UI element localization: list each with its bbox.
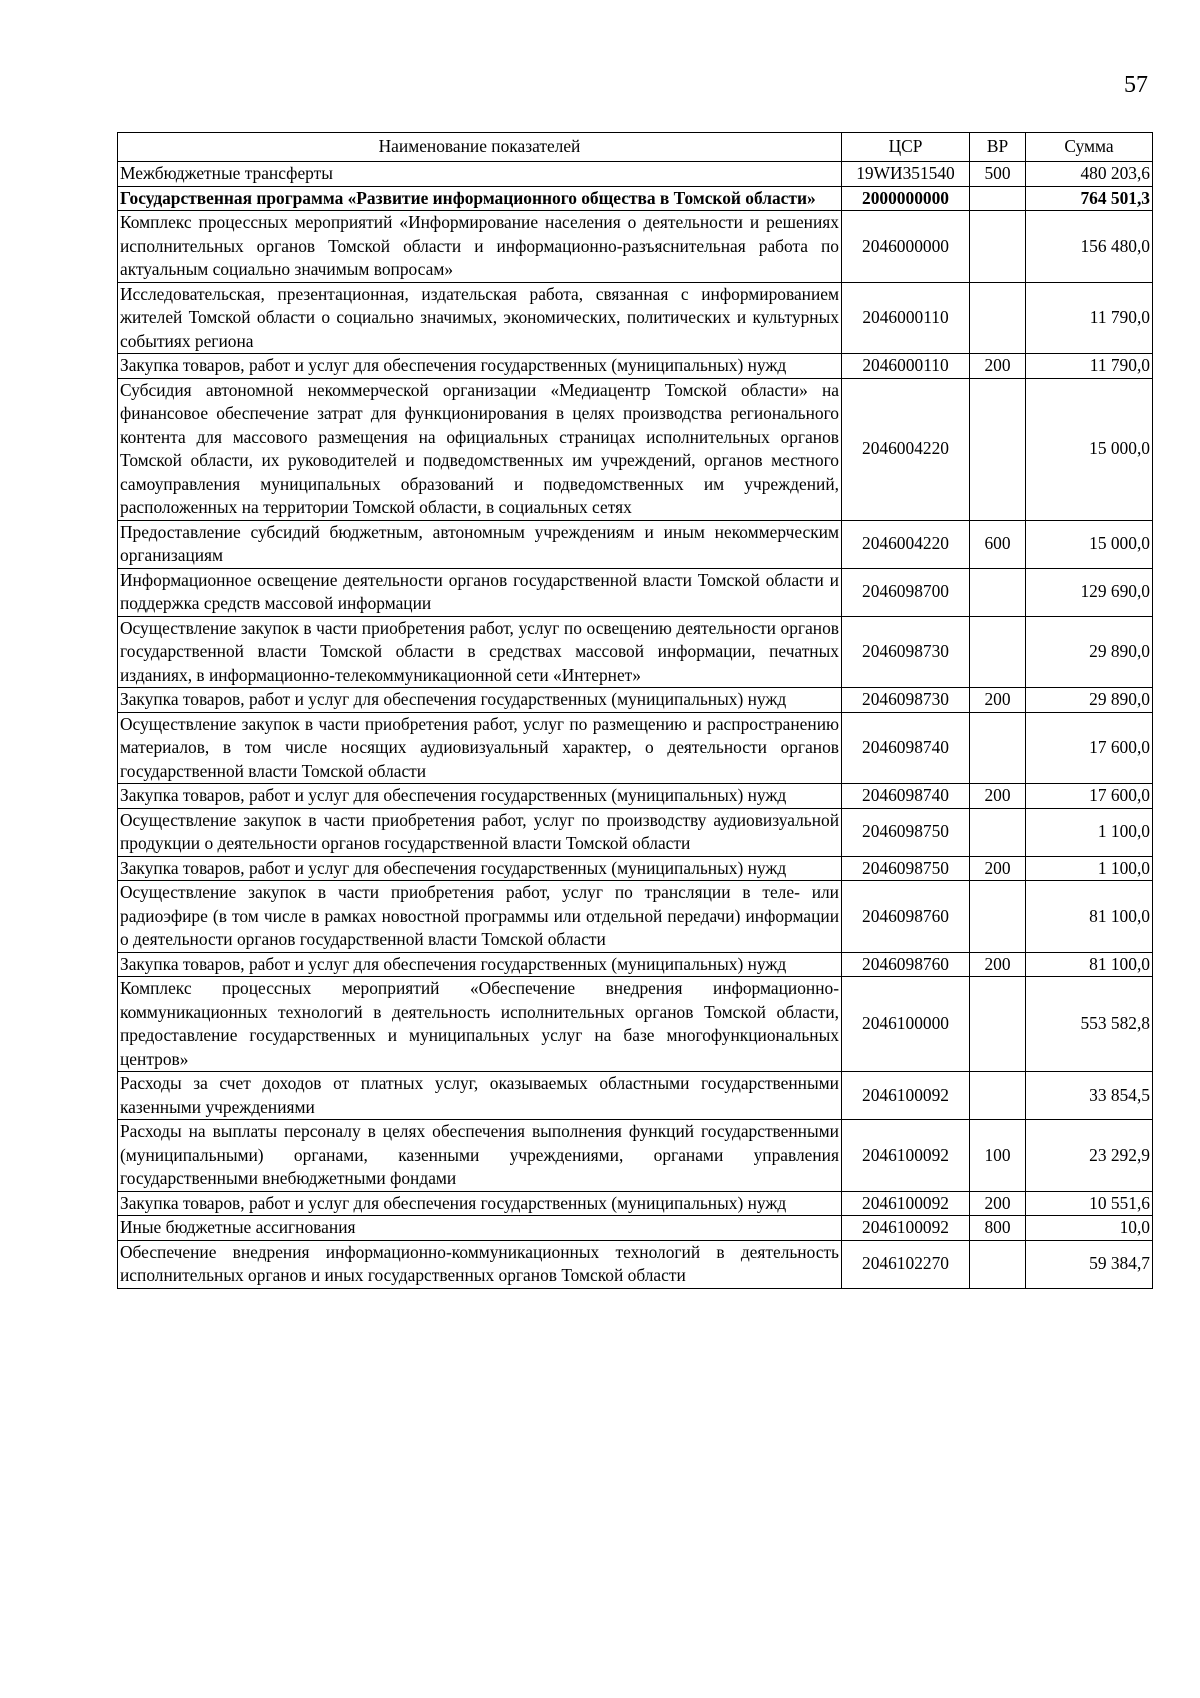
cell-sum: 81 100,0 [1026,881,1153,953]
cell-vr [970,616,1026,688]
budget-table [117,132,1153,1289]
cell-sum: 59 384,7 [1026,1240,1153,1288]
cell-sum: 1 100,0 [1026,856,1153,881]
header-sum: Сумма [1026,133,1153,162]
cell-name: Закупка товаров, работ и услуг для обеспечения государственных (муниципальных) нужд [118,354,842,379]
cell-vr: 600 [970,520,1026,568]
cell-csr: 2046100092 [842,1120,970,1192]
cell-sum: 10 551,6 [1026,1191,1153,1216]
cell-name: Межбюджетные трансферты [118,162,842,187]
cell-vr: 200 [970,354,1026,379]
cell-name: Закупка товаров, работ и услуг для обеспечения государственных (муниципальных) нужд [118,784,842,809]
table-row [118,1216,1153,1241]
cell-csr: 2046098730 [842,688,970,713]
cell-name: Исследовательская, презентационная, издательская работа, связанная с информированием жителей Томской области о социально значимых, экономических, политических и культурных событиях региона [118,282,842,354]
cell-sum: 156 480,0 [1026,211,1153,283]
cell-sum: 15 000,0 [1026,520,1153,568]
cell-vr: 200 [970,952,1026,977]
cell-vr [970,378,1026,520]
cell-csr: 2046100092 [842,1072,970,1120]
cell-csr: 2046000000 [842,211,970,283]
table-row [118,881,1153,953]
cell-name: Осуществление закупок в части приобретения работ, услуг по трансляции в теле- или радиоэфире (в том числе в рамках новостной программы или отдельной передачи) информации о деятельности органов государственной власти Томской области [118,881,842,953]
cell-vr [970,568,1026,616]
cell-name: Предоставление субсидий бюджетным, автономным учреждениям и иным некоммерческим организациям [118,520,842,568]
cell-csr: 2046098750 [842,856,970,881]
page-number: 57 [1124,72,1148,98]
cell-name: Комплекс процессных мероприятий «Информирование населения о деятельности и решениях исполнительных органов Томской области и информационно-разъяснительная работа по актуальным социально значимым вопросам» [118,211,842,283]
cell-vr: 100 [970,1120,1026,1192]
table-row [118,568,1153,616]
cell-name: Иные бюджетные ассигнования [118,1216,842,1241]
table-body [118,162,1153,1289]
table-row [118,1072,1153,1120]
table-row [118,952,1153,977]
cell-sum: 15 000,0 [1026,378,1153,520]
cell-vr [970,881,1026,953]
cell-csr: 2046100092 [842,1216,970,1241]
cell-csr: 2046098760 [842,881,970,953]
cell-csr: 2046100000 [842,977,970,1072]
cell-vr [970,282,1026,354]
table-row [118,186,1153,211]
cell-csr: 2046098740 [842,712,970,784]
cell-vr: 200 [970,856,1026,881]
table-row [118,1191,1153,1216]
table-row [118,520,1153,568]
cell-name: Осуществление закупок в части приобретения работ, услуг по производству аудиовизуальной продукции о деятельности органов государственной власти Томской области [118,808,842,856]
cell-name: Расходы на выплаты персоналу в целях обеспечения выполнения функций государственными (муниципальными) органами, казенными учреждениями, органами управления государственными внебюджетными фондами [118,1120,842,1192]
cell-sum: 480 203,6 [1026,162,1153,187]
cell-name: Осуществление закупок в части приобретения работ, услуг по освещению деятельности органов государственной власти Томской области в средствах массовой информации, печатных изданиях, в информационно-телекоммуникационной сети «Интернет» [118,616,842,688]
cell-name: Информационное освещение деятельности органов государственной власти Томской области и поддержка средств массовой информации [118,568,842,616]
table-row [118,354,1153,379]
cell-csr: 2000000000 [842,186,970,211]
table-row [118,856,1153,881]
header-vr: ВР [970,133,1026,162]
header-csr: ЦСР [842,133,970,162]
table-row [118,1120,1153,1192]
cell-sum: 81 100,0 [1026,952,1153,977]
cell-vr [970,712,1026,784]
cell-name: Комплекс процессных мероприятий «Обеспечение внедрения информационно-коммуникационных технологий в деятельность исполнительных органов Томской области, предоставление государственных и муниципальных услуг на базе многофункциональных центров» [118,977,842,1072]
cell-sum: 764 501,3 [1026,186,1153,211]
table-row [118,1240,1153,1288]
cell-sum: 10,0 [1026,1216,1153,1241]
cell-csr: 2046098760 [842,952,970,977]
cell-vr: 200 [970,1191,1026,1216]
cell-name: Закупка товаров, работ и услуг для обеспечения государственных (муниципальных) нужд [118,688,842,713]
cell-sum: 11 790,0 [1026,282,1153,354]
cell-csr: 19WИ351540 [842,162,970,187]
header-name: Наименование показателей [118,133,842,162]
cell-name: Закупка товаров, работ и услуг для обеспечения государственных (муниципальных) нужд [118,952,842,977]
cell-name: Обеспечение внедрения информационно-коммуникационных технологий в деятельность исполнительных органов и иных государственных органов Томской области [118,1240,842,1288]
cell-sum: 29 890,0 [1026,616,1153,688]
cell-csr: 2046098700 [842,568,970,616]
cell-vr: 200 [970,688,1026,713]
cell-csr: 2046000110 [842,354,970,379]
cell-name: Расходы за счет доходов от платных услуг, оказываемых областными государственными казенными учреждениями [118,1072,842,1120]
cell-vr [970,211,1026,283]
cell-sum: 17 600,0 [1026,784,1153,809]
cell-sum: 553 582,8 [1026,977,1153,1072]
cell-vr: 500 [970,162,1026,187]
cell-vr [970,186,1026,211]
table-header-row [118,133,1153,162]
cell-vr [970,1240,1026,1288]
table-row [118,282,1153,354]
cell-sum: 1 100,0 [1026,808,1153,856]
cell-vr [970,977,1026,1072]
cell-name: Государственная программа «Развитие информационного общества в Томской области» [118,186,842,211]
cell-sum: 11 790,0 [1026,354,1153,379]
cell-csr: 2046004220 [842,378,970,520]
cell-sum: 33 854,5 [1026,1072,1153,1120]
table-row [118,784,1153,809]
cell-sum: 17 600,0 [1026,712,1153,784]
table-row [118,688,1153,713]
table-row [118,712,1153,784]
table-row [118,977,1153,1072]
cell-sum: 129 690,0 [1026,568,1153,616]
cell-name: Закупка товаров, работ и услуг для обеспечения государственных (муниципальных) нужд [118,856,842,881]
cell-vr: 800 [970,1216,1026,1241]
cell-vr [970,1072,1026,1120]
cell-name: Закупка товаров, работ и услуг для обеспечения государственных (муниципальных) нужд [118,1191,842,1216]
cell-csr: 2046100092 [842,1191,970,1216]
cell-csr: 2046098730 [842,616,970,688]
cell-sum: 29 890,0 [1026,688,1153,713]
cell-csr: 2046098740 [842,784,970,809]
cell-vr: 200 [970,784,1026,809]
cell-csr: 2046004220 [842,520,970,568]
table-row [118,616,1153,688]
table-row [118,808,1153,856]
cell-csr: 2046098750 [842,808,970,856]
cell-sum: 23 292,9 [1026,1120,1153,1192]
cell-name: Субсидия автономной некоммерческой организации «Медиацентр Томской области» на финансовое обеспечение затрат для функционирования в целях производства регионального контента для массового размещения на официальных страницах исполнительных органов Томской области, их руководителей и подведомственных им учреждений, органов местного самоуправления муниципальных образований и подведомственных им учреждений, расположенных на территории Томской области, в социальных сетях [118,378,842,520]
cell-name: Осуществление закупок в части приобретения работ, услуг по размещению и распространению материалов, в том числе носящих аудиовизуальный характер, о деятельности органов государственной власти Томской области [118,712,842,784]
cell-csr: 2046000110 [842,282,970,354]
table-row [118,211,1153,283]
table-row [118,378,1153,520]
cell-vr [970,808,1026,856]
cell-csr: 2046102270 [842,1240,970,1288]
table-row [118,162,1153,187]
